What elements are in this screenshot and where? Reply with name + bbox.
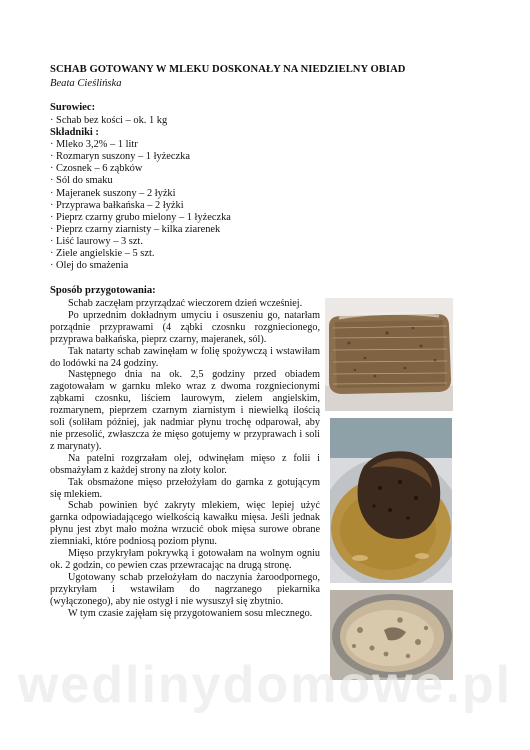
list-item: · Pieprz czarny grubo mielony – 1 łyżeczka <box>50 211 231 223</box>
list-item: · Mleko 3,2% – 1 litr <box>50 139 138 151</box>
preparation-paragraph: Tak obsmażone mięso przełożyłam do garnka z gotującym się mlekiem. <box>50 476 320 500</box>
list-item: · Olej do smażenia <box>50 260 129 272</box>
recipe-author: Beata Cieślińska <box>50 78 122 89</box>
preparation-paragraph: Po uprzednim dokładnym umyciu i osuszeniu go, natarłam porządnie przyprawami (4 ząbki czosnku rozgniecionego, przyprawa bałkańska, pieprz czarny, majeranek, sól). <box>50 309 320 345</box>
list-item: · Czosnek – 6 ząbków <box>50 163 143 175</box>
list-item: · Majeranek suszony – 2 łyżki <box>50 187 176 199</box>
photo-pork-in-pan <box>330 418 452 583</box>
ingredients-heading: Składniki : <box>50 127 99 139</box>
list-item: · Przyprawa bałkańska – 2 łyżki <box>50 199 184 211</box>
watermark: wedlinydomowe.pl <box>17 656 513 714</box>
photo-wrapped-pork <box>325 298 453 411</box>
list-item: · Schab bez kości – ok. 1 kg <box>50 115 168 126</box>
recipe-title: SCHAB GOTOWANY W MLEKU DOSKONAŁY NA NIEDZIELNY OBIAD <box>50 64 406 75</box>
preparation-paragraph: Schab zaczęłam przyrządzać wieczorem dzień wcześniej. <box>68 298 303 309</box>
preparation-paragraph: Mięso przykryłam pokrywką i gotowałam na wolnym ogniu ok. 2 godzin, co pewien czas przewracając na drugą stronę. <box>50 548 320 571</box>
preparation-paragraph: Schab powinien być zakryty mlekiem, więc lepiej użyć garnka odpowiadającego wielkością kawałku mięsa. Jeśli jednak płynu jest zbyt mało można wrzucić obok mięsa surowe obrane ziemniaki, które podniosą poziom płynu. <box>50 500 320 548</box>
preparation-text <box>50 298 320 619</box>
preparation-heading: Sposób przygotowania: <box>50 285 156 296</box>
preparation-paragraph: W tym czasie zajęłam się przygotowaniem sosu mlecznego. <box>68 607 313 619</box>
raw-material-list <box>50 115 231 272</box>
list-item: · Rozmaryn suszony – 1 łyżeczka <box>50 151 190 163</box>
raw-material-heading: Surowiec: <box>50 102 96 113</box>
preparation-paragraph: Tak natarty schab zawinęłam w folię spożywczą i wstawiłam do lodówki na 24 godziny. <box>50 345 320 369</box>
list-item: · Pieprz czarny ziarnisty – kilka ziarenek <box>50 223 221 235</box>
list-item: · Ziele angielskie – 5 szt. <box>50 248 155 260</box>
preparation-paragraph: Następnego dnia na ok. 2,5 godziny przed obiadem zagotowałam w garnku mleko wraz z dwoma rozgniecionymi ząbkami czosnku, liściem laurowym, zielem angielskim, rozmarynem, pieprzem czarnym ziarnistym i niewielką ilością soli (soliłam później, jak nadmiar płynu trochę odparował, aby nie przesolić, zwłaszcza że mięso gotujemy w przyprawach i soli z marynaty). <box>50 369 320 452</box>
list-item: · Liść laurowy – 3 szt. <box>50 235 143 247</box>
list-item: · Sól do smaku <box>50 175 113 187</box>
preparation-paragraph: Na patelni rozgrzałam olej, odwinęłam mięso z folii i obsmażyłam z każdej strony na złoty kolor. <box>50 452 320 476</box>
preparation-paragraph: Ugotowany schab przełożyłam do naczynia żaroodpornego, przykryłam i wstawiłam do nagrzanego piekarnika (wyłączonego), aby nie ostygł i nie wysuszył się zbytnio. <box>50 571 320 607</box>
